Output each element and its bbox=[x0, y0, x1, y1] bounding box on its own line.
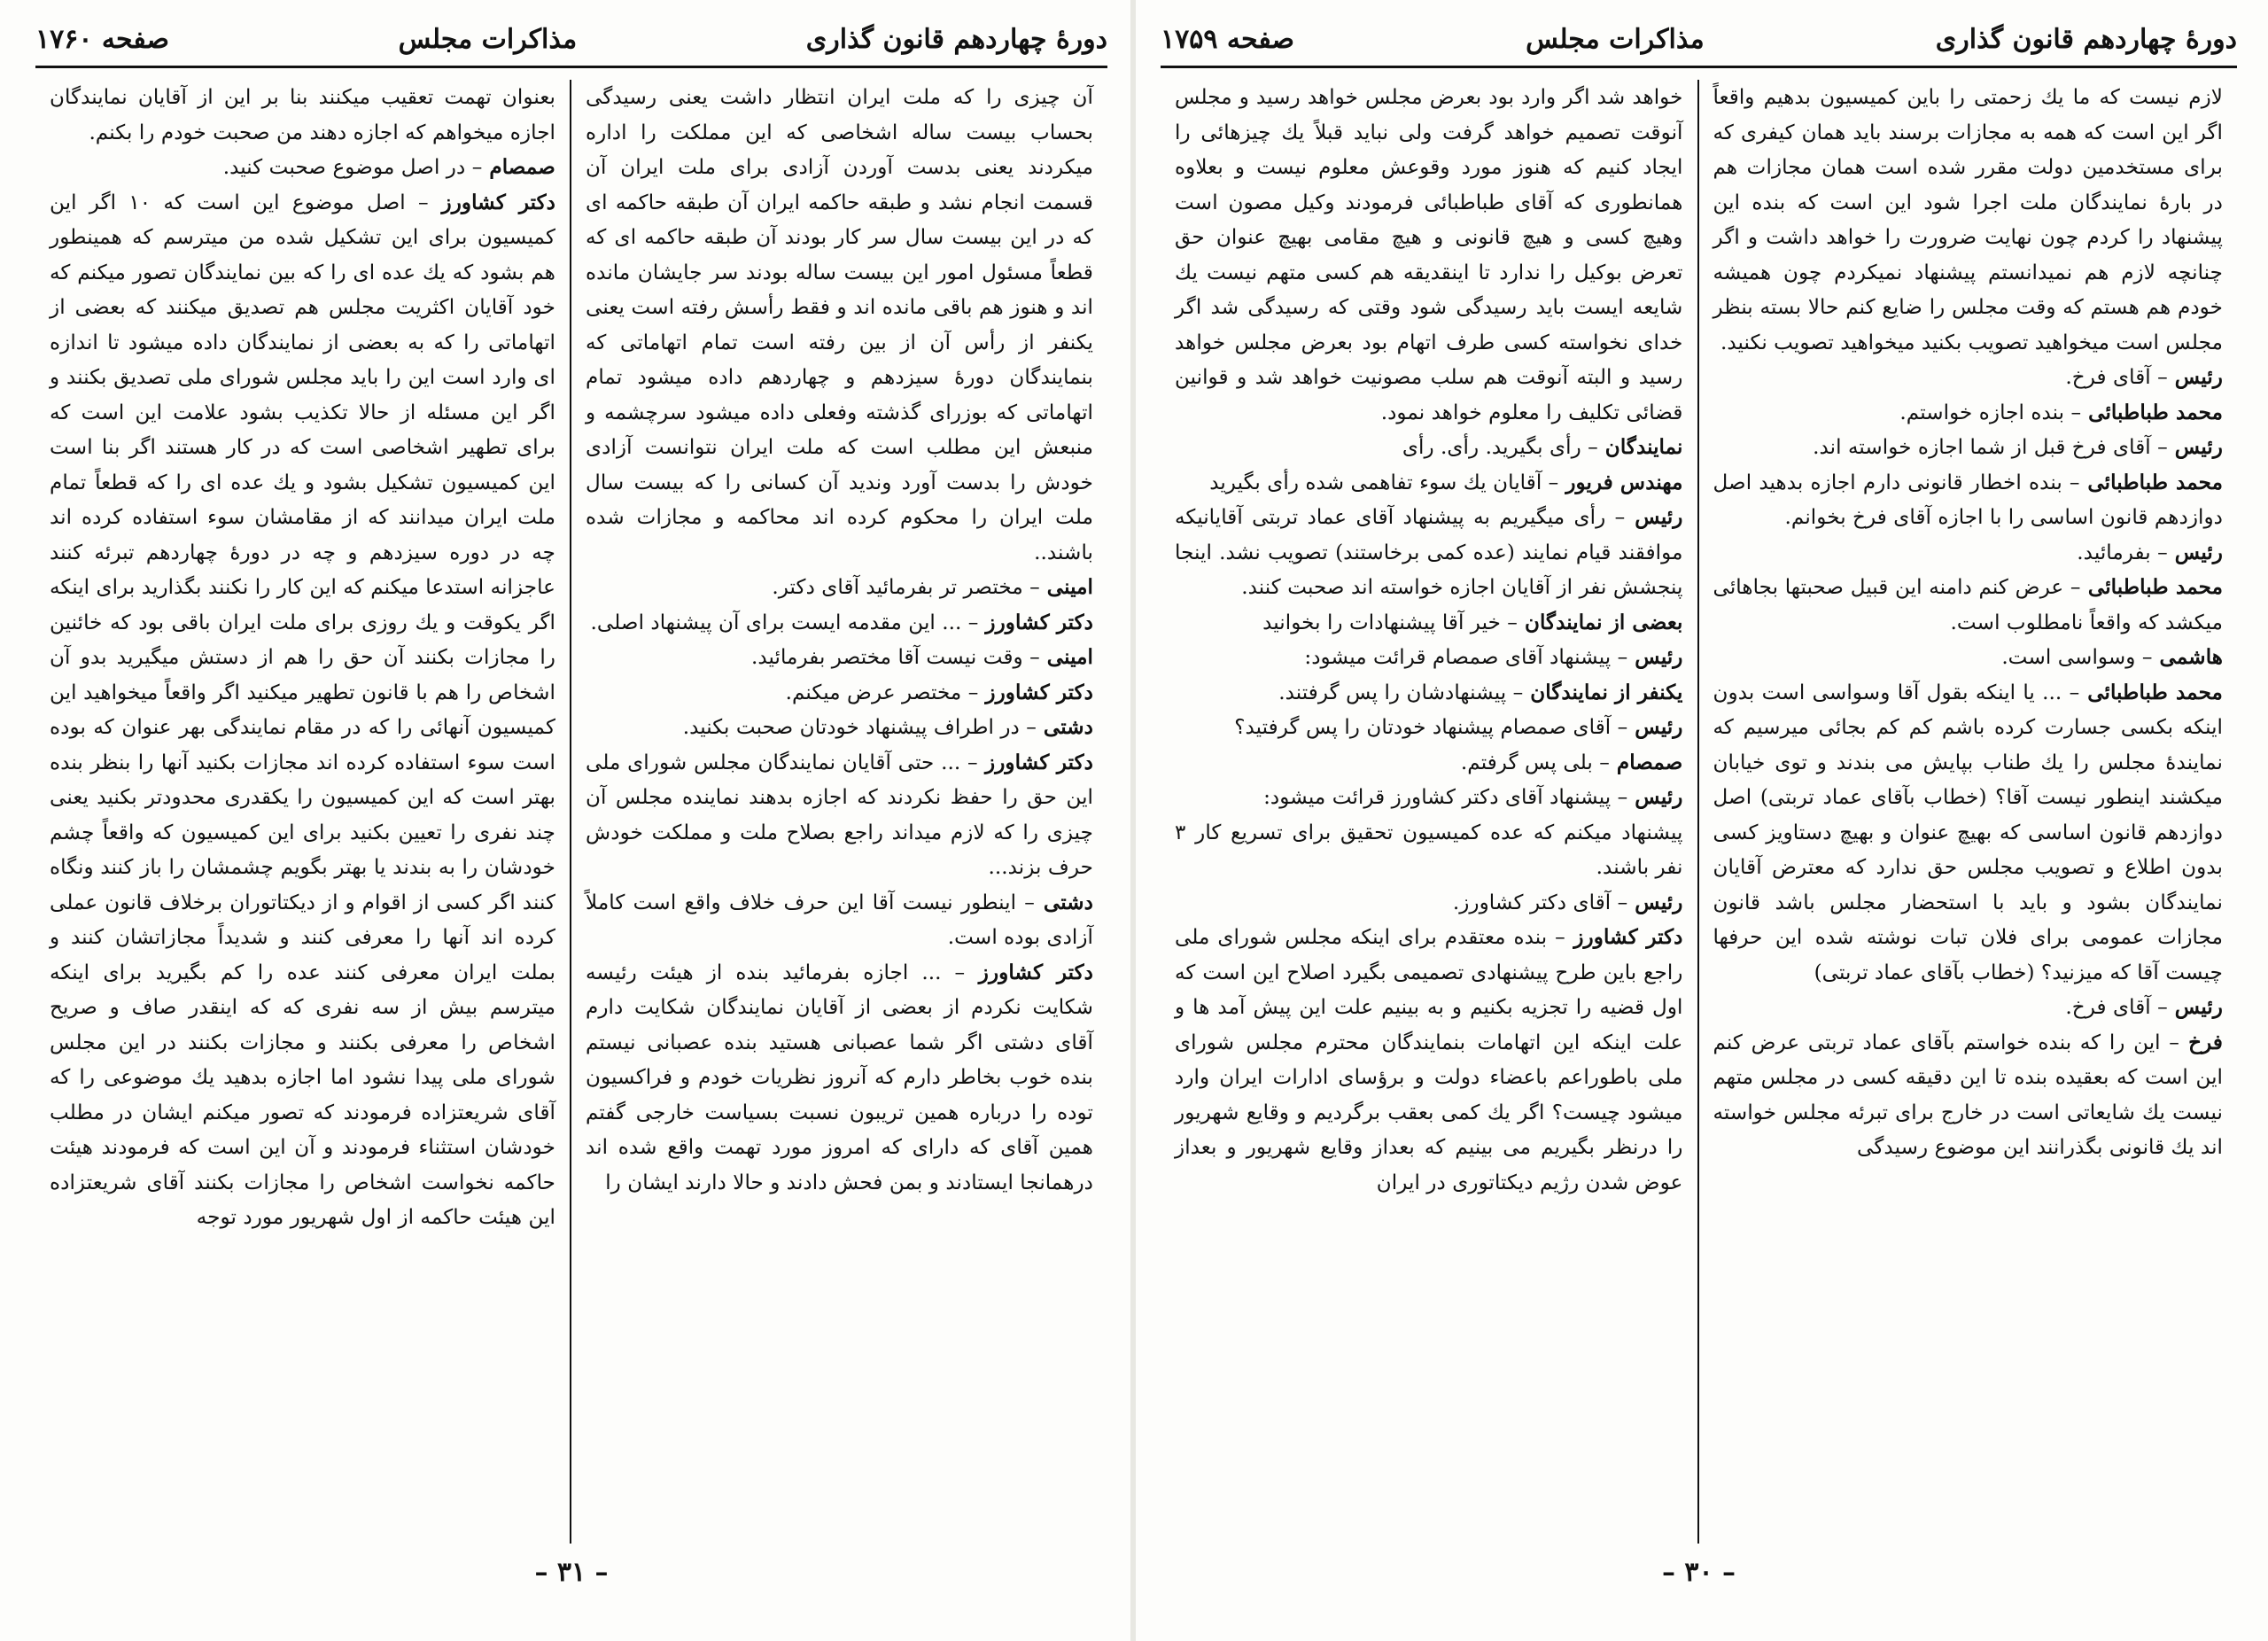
paragraph: خواهد شد اگر وارد بود بعرض مجلس خواهد رسید و مجلس آنوقت تصمیم خواهد گرفت ولی نباید قبلاً یك چیزهائی را ایجاد کنیم که هنوز مورد وقوعش معلوم نیست و بعلاوه همانطوری که آقای طباطبائی فرمودند وکیل مصون است وهیچ کسی و هیچ قانونی و هیچ مقامی بهیچ عنوان حق تعرض بوکیل را ندارد تا اینقدیقه هم کسی متهم نیست یك شایعه ایست باید رسیدگی شود وقتی که رسیدگی شد اگر خدای نخواسته کسی طرف اتهام بود بعرض مجلس خواهد رسید و البته آنوقت هم سلب مصونیت خواهد شد و قوانین قضائی تکلیف را معلوم خواهد نمود. bbox=[1175, 85, 1683, 424]
paragraph: امینی – مختصر تر بفرمائید آقای دکتر. bbox=[772, 575, 1093, 599]
paragraph: بعضی از نمایندگان – خیر آقا پیشنهادات را بخوانید bbox=[1262, 610, 1683, 634]
paragraph: مهندس فریور – آقایان یك سوء تفاهمی شده رأی بگیرید bbox=[1209, 470, 1683, 494]
paragraph: دکتر کشاورز – ... اجازه بفرمائید بنده از هیئت رئیسه شکایت نکردم از بعضی از آقایان نمایندگان شکایت دارم آقای دشتی اگر شما عصبانی هستید بنده عصبانی نیستم بنده خوب بخاطر دارم که آنروز نظریات خودم و فراکسیون توده را درباره همین تریبون نسبت بسیاست خارجی گفتم همین آقای که دارای که امروز مورد تهمت واقع شده اند درهمانجا ایستادند و بمن فحش دادند و حالا دارند ایشان را bbox=[586, 960, 1093, 1194]
paragraph: دشتی – در اطراف پیشنهاد خودتان صحبت بکنید. bbox=[682, 715, 1093, 739]
paragraph: امینی – وقت نیست آقا مختصر بفرمائید. bbox=[750, 645, 1093, 669]
paragraph: دکتر کشاورز – ... این مقدمه ایست برای آن پیشنهاد اصلی. bbox=[590, 610, 1093, 634]
speaker-name: بعضی از نمایندگان bbox=[1517, 610, 1683, 634]
text-column-left bbox=[35, 80, 571, 1544]
speaker-name: رئیس bbox=[1627, 890, 1683, 914]
header-page-number: صفحه ۱۷۵۹ bbox=[1161, 23, 1295, 55]
header-center: مذاکرات مجلس bbox=[398, 23, 578, 55]
paragraph: صمصام – بلی پس گرفتم. bbox=[1460, 750, 1683, 774]
speaker-name: رئیس bbox=[1627, 715, 1683, 739]
paragraph: دکتر کشاورز – مختصر عرض میکنم. bbox=[785, 680, 1093, 704]
paragraph: رئیس – آقای دکتر کشاورز. bbox=[1452, 890, 1683, 914]
speaker-name: محمد طباطبائی bbox=[2080, 575, 2223, 599]
page-footer-number: – ۳۰ – bbox=[1661, 1557, 1736, 1588]
speaker-name: دکتر کشاورز bbox=[428, 190, 555, 214]
speaker-name: رئیس bbox=[2167, 995, 2223, 1019]
speaker-name: رئیس bbox=[1627, 645, 1683, 669]
header-page-number: صفحه ۱۷۶۰ bbox=[35, 23, 170, 55]
speaker-name: مهندس فریور bbox=[1558, 470, 1683, 494]
speaker-name: امینی bbox=[1039, 575, 1093, 599]
speaker-name: نمایندگان bbox=[1597, 435, 1683, 459]
paragraph: پیشنهاد میکنم که عده کمیسیون تحقیق برای تسریع کار ۳ نفر باشند. bbox=[1175, 820, 1683, 879]
speaker-name: دکتر کشاورز bbox=[1565, 925, 1683, 949]
paragraph: محمد طباطبائی – بنده اجازه خواستم. bbox=[1899, 400, 2223, 424]
paragraph: بعنوان تهمت تعقیب میکنند بنا بر این از آقایان نمایندگان اجازه میخواهم که اجازه دهند من صحبت خودم را بکنم. bbox=[50, 85, 555, 144]
speaker-name: رئیس bbox=[2167, 435, 2223, 459]
paragraph: رئیس – پیشنهاد آقای صمصام قرائت میشود: bbox=[1304, 645, 1683, 669]
speaker-name: رئیس bbox=[1627, 785, 1683, 809]
paragraph: دشتی – اینطور نیست آقا این حرف خلاف واقع است کاملاً آزادی بوده است. bbox=[586, 890, 1093, 949]
paragraph: یکنفر از نمایندگان – پیشنهادشان را پس گرفتند. bbox=[1278, 680, 1683, 704]
right-page bbox=[1161, 0, 2237, 1641]
page-footer-number: – ۳۱ – bbox=[534, 1557, 609, 1588]
speaker-name: محمد طباطبائی bbox=[2079, 470, 2223, 494]
paragraph: فرخ – این را که بنده خواستم بآقای عماد تربتی عرض کنم این است که بعقیده بنده تا این دقیقه کسی در مجلس متهم نیست یك شایعاتی است در خارج برای تبرئه مجلس خواسته اند یك قانونی بگذرانند این موضوع رسیدگی bbox=[1713, 1030, 2224, 1159]
speaker-name: رئیس bbox=[2167, 365, 2223, 389]
paragraph: دکتر کشاورز – ... حتی آقایان نمایندگان مجلس شورای ملی این حق را حفظ نکردند که اجازه بدهند نماینده مجلس آن چیزی را که لازم میداند راجع بصلاح ملت و مملکت خودش حرف بزند... bbox=[586, 750, 1093, 879]
paragraph: رئیس – بفرمائید. bbox=[2077, 540, 2223, 564]
paragraph: دکتر کشاورز – بنده معتقدم برای اینکه مجلس شورای ملی راجع باین طرح پیشنهادی تصمیمی بگیرد اصلاح این است که اول قضیه را تجزیه بکنیم و به بینیم علت این پیش آمد ها و علت اینکه این اتهامات بنمایندگان محترم مجلس شورای ملی باطوراعم باعضاء دولت و برؤسای ادارات ایران وارد میشود چیست؟ اگر یك کمی بعقب برگردیم و وقایع شهریور را درنظر بگیریم می بینیم که بعداز وقایع شهریور و بعداز عوض شدن رژیم دیکتاتوری در ایران bbox=[1175, 925, 1683, 1194]
paragraph: رئیس – پیشنهاد آقای دکتر کشاورز قرائت میشود: bbox=[1263, 785, 1683, 809]
speaker-name: دکتر کشاورز bbox=[965, 960, 1093, 984]
text-column-left bbox=[1161, 80, 1699, 1544]
header-title: دورهٔ چهاردهم قانون گذاری bbox=[1935, 23, 2237, 55]
paragraph: رئیس – آقای فرخ. bbox=[2065, 365, 2223, 389]
speaker-name: دکتر کشاورز bbox=[978, 680, 1093, 704]
text-column-right bbox=[1699, 80, 2238, 1544]
paragraph: آن چیزی را که ملت ایران انتظار داشت یعنی رسیدگی بحساب بیست ساله اشخاصی که این مملکت را اداره میکردند یعنی بدست آوردن آزادی برای ملت ایران آن قسمت انجام نشد و طبقه حاکمه ایران آن طبقه حاکمه ای که در این بیست سال سر کار بودند آن طبقه حاکمه ای که قطعاً مسئول امور این بیست ساله بودند سر جایشان مانده اند و هنوز هم باقی مانده اند و فقط رأسش رفته است یعنی یکنفر از رأس آن از بین رفته است تمام اتهاماتی که بنمایندگان دورهٔ سیزدهم و چهاردهم داده میشود تمام اتهاماتی که بوزرای گذشته وفعلی داده میشود سرچشمه و منبعش این مطلب است که ملت ایران نتوانست آزادی خودش را بدست آورد وندید آن کسانی را که بیست سال ملت ایران را محکوم کرده اند محاکمه و مجازات شده باشند.. bbox=[586, 85, 1093, 564]
speaker-name: رئیس bbox=[2167, 540, 2223, 564]
speaker-name: امینی bbox=[1039, 645, 1093, 669]
speaker-name: دکتر کشاورز bbox=[978, 610, 1093, 634]
header-title: دورهٔ چهاردهم قانون گذاری bbox=[805, 23, 1107, 55]
speaker-name: صمصام bbox=[1609, 750, 1683, 774]
speaker-name: محمد طباطبائی bbox=[2079, 680, 2223, 704]
paragraph: دکتر کشاورز – اصل موضوع این است که ۱۰ اگر این کمیسیون برای این تشکیل شده من میترسم که همینطور هم بشود که یك عده ای را که بین نمایندگان تصور میکنم که خود آقایان اکثریت مجلس هم تصدیق میکنند که بعضی از اتهاماتی را که به بعضی از نمایندگان داده میشود تا اندازه ای وارد است این را باید مجلس شورای ملی تصدیق بکنند و اگر این مسئله از حالا تکذیب بشود علامت این است که برای تطهیر اشخاصی است که در کار هستند اگر بنا است این کمیسیون تشکیل بشود و یك عده ای را که قطعاً تمام ملت ایران میدانند که از مقامشان سوء استفاده کرده اند چه در دوره سیزدهم و چه در دورهٔ چهاردهم تبرئه کنند عاجزانه استدعا میکنم که این کار را نکنند بگذارید برای اینکه اگر یکوقت و یك روزی برای ملت ایران باقی بود که خائنین را مجازات بکنند آن حق را هم از دستش میگیرید بدو آن اشخاص را هم با قانون تطهیر میکنید اگر واقعاً میخواهید این کمیسیون آنهائی را که در مقام نمایندگی بهر عنوان که بوده است سوء استفاده کرده اند مجازات بکنید آنها را بنظر بنده بهتر است که این کمیسیون را یکقدری محدودتر بکنید یعنی چند نفری را تعیین بکنید برای این کمیسیون که واقعاً چشم خودشان را به بندند یا بهتر بگویم چشمشان را باز کنند ونگاه کنند اگر کسی از اقوام و از دیکتاتوران برخلاف قانون عملی کرده اند آنها را معرفی کنند و شدیداً مجازاتشان کنند و بملت ایران معرفی کنند عده را کم بگیرید برای اینکه میترسم بیش از سه نفری که که اینقدر صاف و صریح اشخاص را معرفی بکنند و مجازات بکنند در این مجلس شورای ملی پیدا نشود اما اجازه بدهید یك موضوعی را که آقای شریعتزاده فرمودند که تصور میکنم ایشان در مطلب خودشان استثناء فرمودند و آن این است که فرمودند هیئت حاکمه نخواست اشخاص را مجازات بکنند آقای شریعتزاده این هیئت حاکمه از اول شهریور مورد توجه bbox=[50, 190, 555, 1229]
speaker-name: صمصام bbox=[482, 155, 555, 179]
paragraph: لازم نیست که ما یك زحمتی را باین کمیسیون بدهیم واقعاً اگر این است که همه به مجازات برسند باید همان کیفری که برای مستخدمین دولت مقرر شده است همان مجازات هم در بارهٔ نمایندگان ملت اجرا شود این است که بنده این پیشنهاد را کردم چون نهایت ضرورت را خواهد داشت و اگر چنانچه لازم هم نمیدانستم پیشنهاد نمیکردم چون همیشه خودم هم هستم که وقت مجلس را ضایع کنم حالا بسته بنظر مجلس است میخواهید تصویب بکنید میخواهید تصویب نکنید. bbox=[1713, 85, 2223, 354]
text-columns bbox=[1161, 80, 2237, 1544]
speaker-name: رئیس bbox=[1625, 505, 1683, 529]
paragraph: صمصام – در اصل موضوع صحبت کنید. bbox=[222, 155, 555, 179]
page-gutter bbox=[1130, 0, 1136, 1641]
page-header bbox=[35, 12, 1107, 68]
paragraph: محمد طباطبائی – عرض کنم دامنه این قبیل صحبتها بجاهائی میکشد که واقعاً نامطلوب است. bbox=[1713, 575, 2223, 634]
speaker-name: دشتی bbox=[1036, 715, 1093, 739]
speaker-name: فرخ bbox=[2179, 1030, 2224, 1054]
speaker-name: دکتر کشاورز bbox=[977, 750, 1093, 774]
page-header bbox=[1161, 12, 2237, 68]
paragraph: رئیس – آقای فرخ قبل از شما اجازه خواسته اند. bbox=[1813, 435, 2223, 459]
paragraph: محمد طباطبائی – ... یا اینکه بقول آقا وسواسی است بدون اینکه بکسی جسارت کرده باشم کم کم بجائی میرسیم که نمایندهٔ مجلس را یك طناب بپایش می بندند و توی خیابان میکشند اینطور نیست آقا؟ (خطاب بآقای عماد تربتی) اصل دوازدهم قانون اساسی که بهیچ عنوان و بهیچ دستاویز کسی بدون اطلاع و تصویب مجلس حق ندارد که معترض آقایان نمایندگان بشود و باید با استحضار مجلس باشد قانون مجازات عمومی برای فلان تبات نوشته شده این حرفها چیست آقا که میزنید؟ (خطاب بآقای عماد تربتی) bbox=[1713, 680, 2223, 984]
text-column-right bbox=[571, 80, 1107, 1544]
speaker-name: یکنفر از نمایندگان bbox=[1523, 680, 1683, 704]
text-columns bbox=[35, 80, 1107, 1544]
header-center: مذاکرات مجلس bbox=[1526, 23, 1705, 55]
left-page bbox=[35, 0, 1107, 1641]
paragraph: هاشمی – وسواسی است. bbox=[2001, 645, 2223, 669]
speaker-name: محمد طباطبائی bbox=[2081, 400, 2223, 424]
paragraph: رئیس – آقای صمصام پیشنهاد خودتان را پس گرفتید؟ bbox=[1234, 715, 1683, 739]
paragraph: رئیس – آقای فرخ. bbox=[2065, 995, 2223, 1019]
paragraph: محمد طباطبائی – بنده اخطار قانونی دارم اجازه بدهید اصل دوازدهم قانون اساسی را با اجازه آقای فرخ بخوانم. bbox=[1713, 470, 2223, 529]
paragraph: رئیس – رأی میگیریم به پیشنهاد آقای عماد تربتی آقایانیکه موافقند قیام نمایند (عده کمی برخاستند) تصویب نشد. اینجا پنجشش نفر از آقایان اجازه خواسته اند صحبت کنند. bbox=[1175, 505, 1683, 599]
paragraph: نمایندگان – رأی بگیرید. رأی. رأی bbox=[1402, 435, 1683, 459]
speaker-name: دشتی bbox=[1034, 890, 1093, 914]
speaker-name: هاشمی bbox=[2152, 645, 2223, 669]
